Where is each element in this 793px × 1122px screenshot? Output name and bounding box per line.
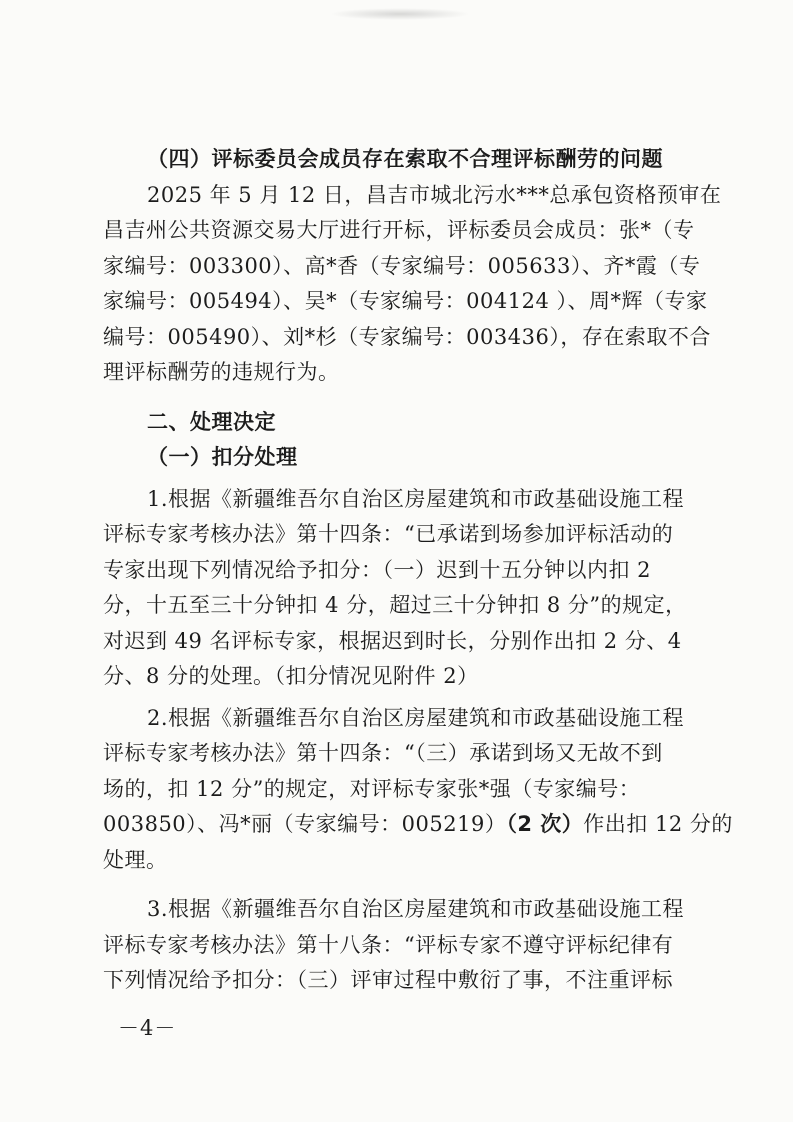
page-number: －4－	[118, 1016, 177, 1040]
paragraph-line: 评标专家考核办法》第十四条：“（三）承诺到场又无故不到	[103, 741, 663, 765]
paragraph-line: 处理。	[103, 847, 168, 872]
text-run: 作出扣 12 分的	[583, 812, 733, 836]
paragraph-line: 1.根据《新疆维吾尔自治区房屋建筑和市政基础设施工程	[147, 486, 685, 511]
paragraph-line: 3.根据《新疆维吾尔自治区房屋建筑和市政基础设施工程	[147, 897, 685, 921]
paragraph-line: 家编号：005494）、吴*（专家编号：004124 ）、周*辉（专家	[103, 289, 708, 313]
item-2-paragraph	[103, 701, 733, 879]
item-3-paragraph	[103, 892, 696, 999]
paragraph-line: 下列情况给予扣分：（三）评审过程中敷衍了事，不注重评标	[103, 968, 673, 992]
paragraph-line: 评标专家考核办法》第十八条：“评标专家不遵守评标纪律有	[103, 932, 674, 957]
paragraph-line: 2025 年 5 月 12 日，昌吉市城北污水***总承包资格预审在	[147, 182, 722, 207]
paragraph-line: 场的，扣 12 分”的规定，对评标专家张*强（专家编号：	[103, 776, 641, 801]
sub-heading-deduction: （一）扣分处理	[147, 445, 298, 469]
bold-count: （2 次）	[506, 812, 584, 836]
paragraph-line: 分，十五至三十分钟扣 4 分，超过三十分钟扣 8 分”的规定，	[103, 593, 687, 617]
paragraph-line: 昌吉州公共资源交易大厅进行开标，评标委员会成员：张*（专	[103, 218, 695, 242]
paragraph-line: 对迟到 49 名评标专家，根据迟到时长，分别作出扣 2 分、4	[103, 628, 682, 653]
section-heading-decision: 二、处理决定	[147, 409, 276, 434]
section-four-paragraph	[103, 178, 722, 391]
paragraph-line-mixed	[103, 807, 733, 843]
paragraph-line: 编号：005490）、刘*杉（专家编号：003436），存在索取不合	[103, 324, 711, 349]
paragraph-line: 分、8 分的处理。（扣分情况见附件 2）	[103, 664, 479, 688]
section-heading-four: （四）评标委员会成员存在索取不合理评标酬劳的问题	[147, 147, 663, 171]
document-body	[103, 142, 733, 999]
paragraph-line: 理评标酬劳的违规行为。	[103, 360, 340, 384]
paragraph-line: 家编号：003300）、高*香（专家编号：005633）、齐*霞（专	[103, 253, 701, 278]
scan-smudge	[330, 8, 470, 20]
text-run: 003850）、冯*丽（专家编号：005219）	[103, 812, 507, 836]
item-1-paragraph	[103, 482, 696, 695]
paragraph-line: 专家出现下列情况给予扣分：（一）迟到十五分钟以内扣 2	[103, 557, 652, 582]
paragraph-line: 2.根据《新疆维吾尔自治区房屋建筑和市政基础设施工程	[147, 705, 685, 730]
paragraph-line: 评标专家考核办法》第十四条：“已承诺到场参加评标活动的	[103, 522, 674, 546]
